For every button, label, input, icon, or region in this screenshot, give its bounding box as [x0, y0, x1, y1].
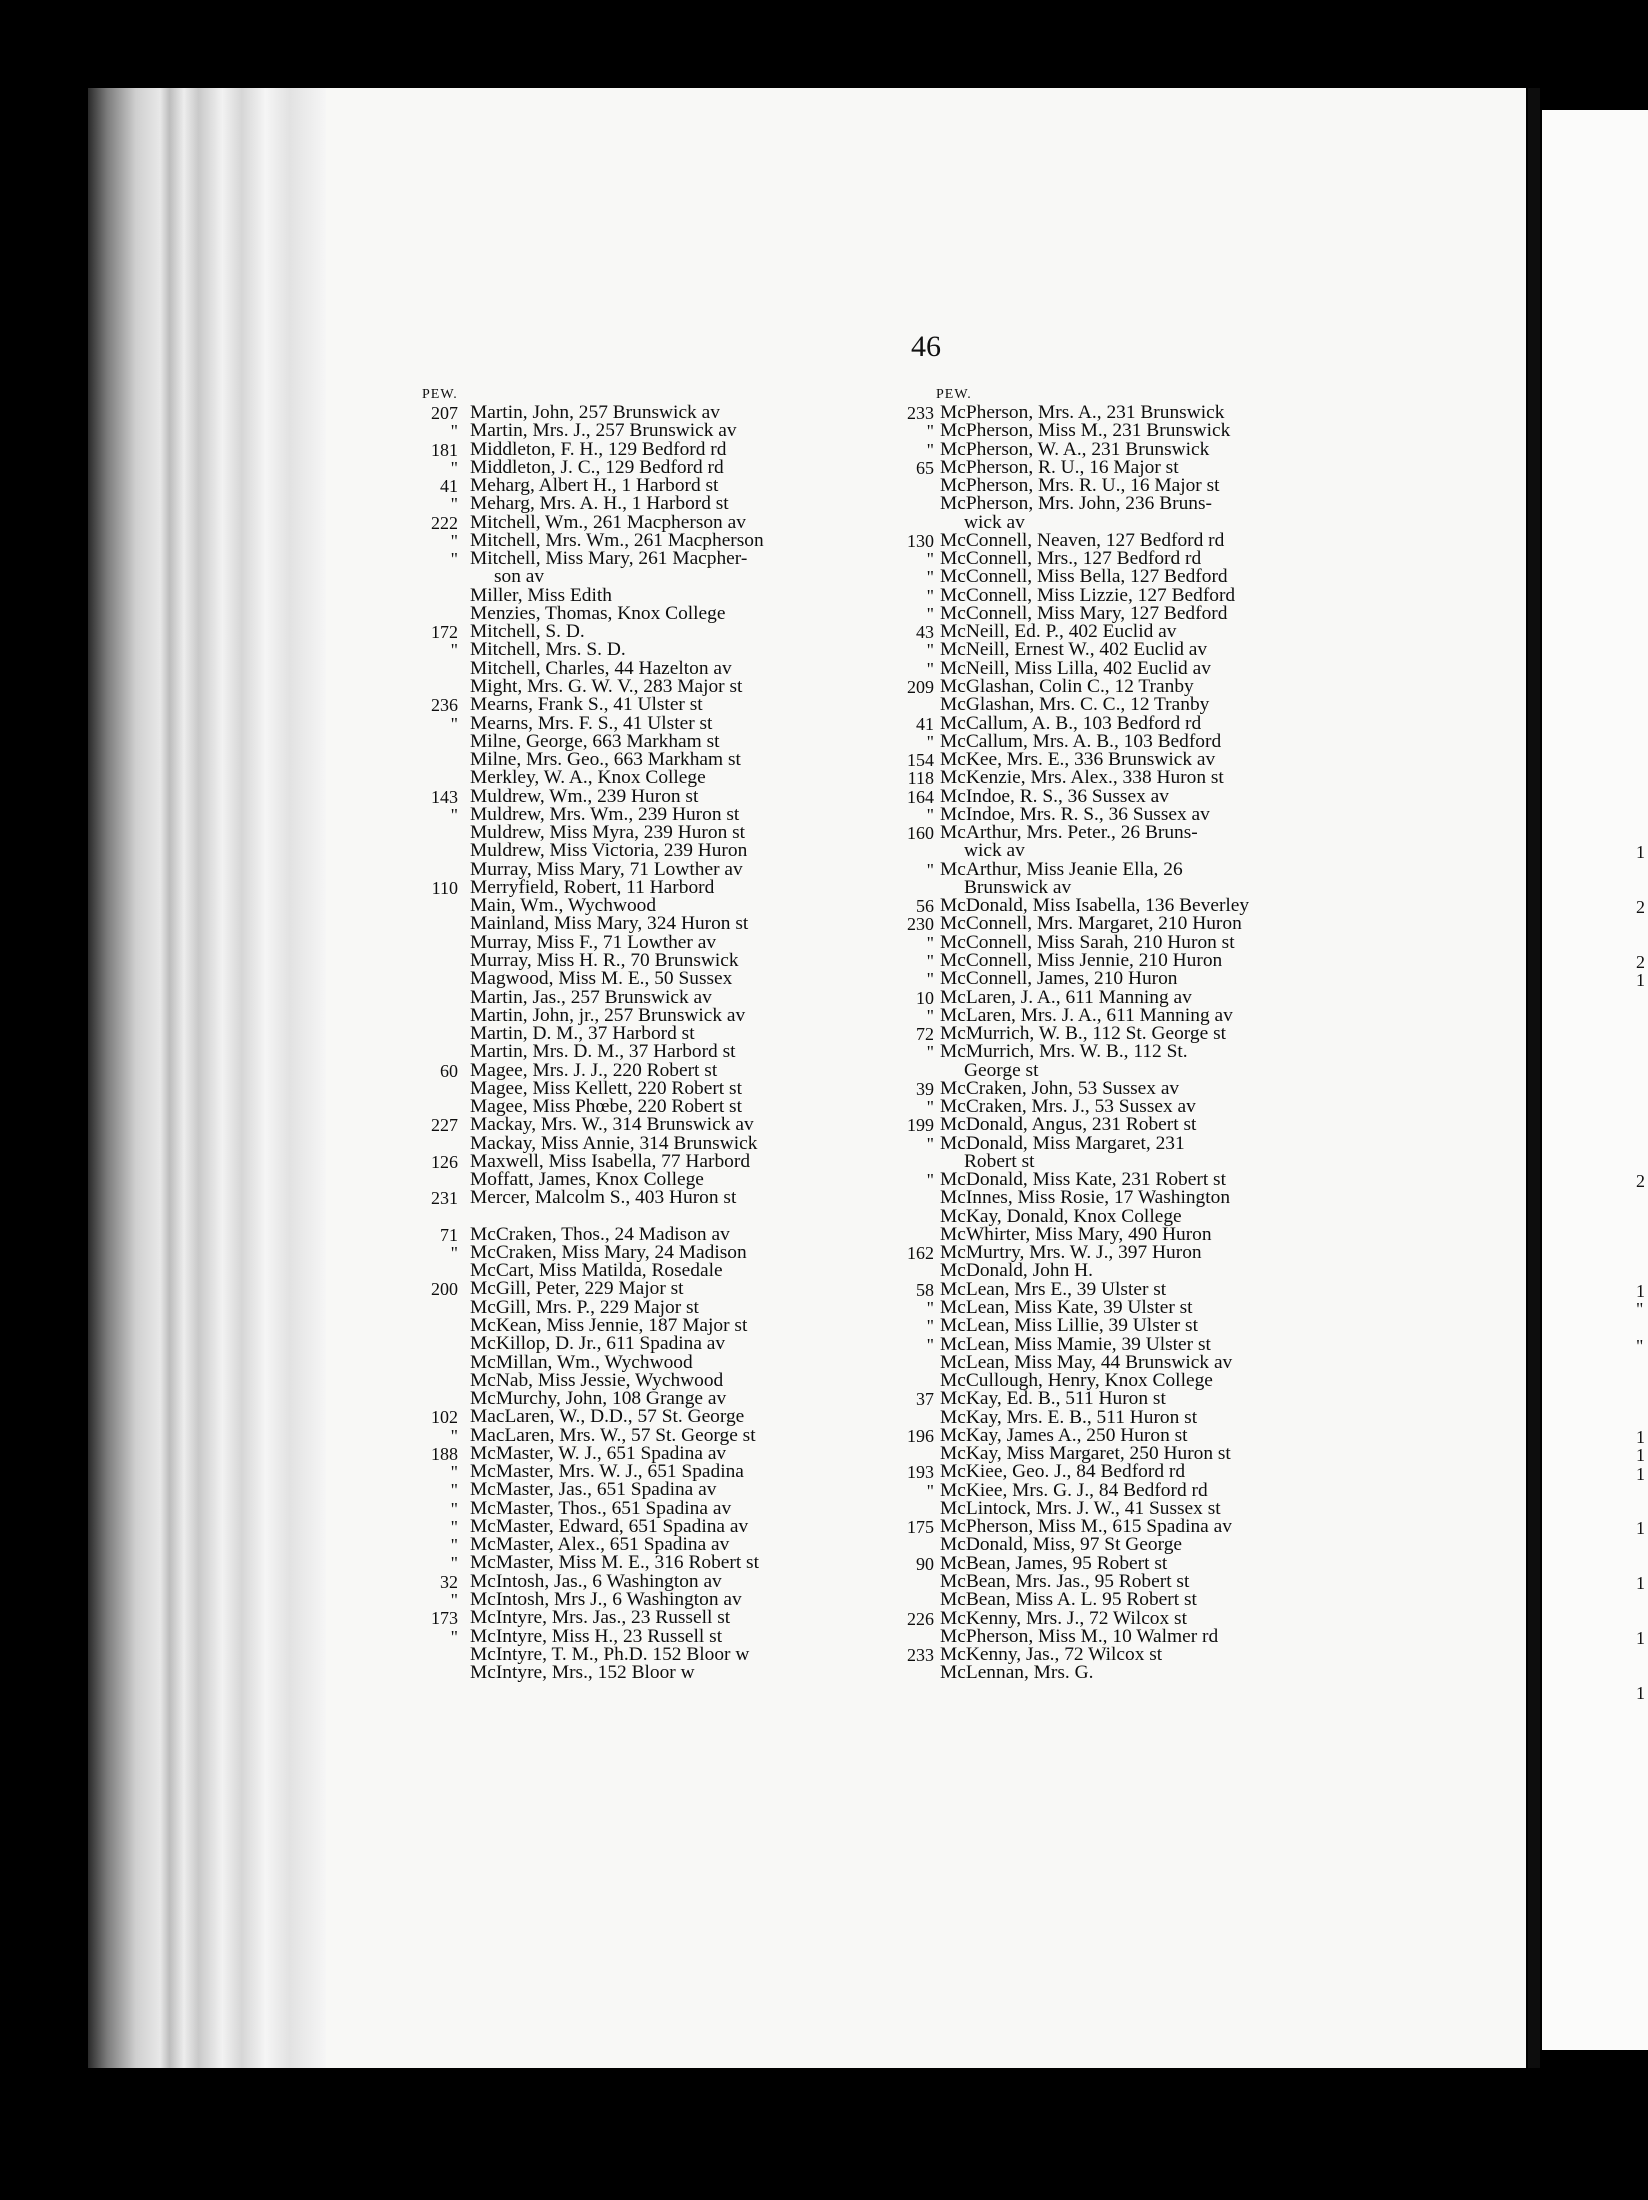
member-name-address: Murray, Miss H. R., 70 Brunswick — [470, 949, 739, 971]
pew-number: " — [450, 457, 458, 478]
page-number: 46 — [911, 330, 941, 363]
pew-number: 65 — [916, 457, 934, 478]
member-name-address: McPherson, Miss M., 10 Walmer rd — [940, 1625, 1219, 1647]
pew-number: " — [926, 658, 934, 679]
facing-page-fragment: 2 — [1636, 897, 1645, 918]
directory-entry — [470, 1664, 940, 1682]
pew-number: " — [926, 1316, 934, 1337]
member-name-address: Muldrew, Miss Myra, 239 Huron st — [470, 822, 746, 844]
member-name-address: McWhirter, Miss Mary, 490 Huron — [940, 1223, 1212, 1245]
member-name-address: McPherson, Mrs. John, 236 Bruns- — [940, 493, 1213, 515]
pew-number: 188 — [431, 1443, 458, 1464]
pew-number: 172 — [431, 622, 458, 643]
pew-number: 230 — [907, 914, 934, 935]
member-name-address: Muldrew, Mrs. Wm., 239 Huron st — [470, 803, 740, 825]
member-name-address: McDonald, Miss Margaret, 231 — [940, 1132, 1185, 1154]
pew-number: 222 — [431, 512, 458, 533]
member-name-address: McCraken, Thos., 24 Madison av — [470, 1223, 730, 1245]
member-name-address: McCart, Miss Matilda, Rosedale — [470, 1260, 723, 1282]
pew-number: 60 — [440, 1060, 458, 1081]
member-name-address: Martin, John, jr., 257 Brunswick av — [470, 1004, 746, 1026]
pew-column-header: PEW. — [936, 387, 972, 402]
member-name-address: McNeill, Miss Lilla, 402 Euclid av — [940, 657, 1211, 679]
member-name-address: MacLaren, Mrs. W., 57 St. George st — [470, 1424, 756, 1446]
member-name-address: McConnell, James, 210 Huron — [940, 968, 1178, 990]
member-name-address: Mitchell, S. D. — [470, 621, 585, 643]
pew-number: " — [926, 1005, 934, 1026]
member-name-address: McKenny, Mrs. J., 72 Wilcox st — [940, 1607, 1187, 1629]
pew-number: " — [926, 1097, 934, 1118]
member-name-address: McDonald, Miss Isabella, 136 Beverley — [940, 895, 1250, 917]
pew-number: 72 — [916, 1024, 934, 1045]
member-name-address: McConnell, Miss Jennie, 210 Huron — [940, 949, 1223, 971]
pew-number: 56 — [916, 896, 934, 917]
member-name-address: McKay, Ed. B., 511 Huron st — [940, 1388, 1166, 1410]
pew-number: " — [450, 530, 458, 551]
member-name-address: Martin, D. M., 37 Harbord st — [470, 1023, 695, 1045]
member-name-address: McConnell, Mrs., 127 Bedford rd — [940, 548, 1202, 570]
member-name-address: McDonald, John H. — [940, 1260, 1093, 1282]
member-name-address: McIndoe, R. S., 36 Sussex av — [940, 785, 1169, 807]
pew-number: " — [926, 859, 934, 880]
pew-number: " — [926, 549, 934, 570]
member-name-address: McPherson, Mrs. A., 231 Brunswick — [940, 402, 1225, 423]
member-name-address: George st — [964, 1059, 1039, 1081]
pew-number: 226 — [907, 1608, 934, 1629]
member-name-address: Mackay, Mrs. W., 314 Brunswick av — [470, 1114, 754, 1136]
member-name-address: McGill, Mrs. P., 229 Major st — [470, 1296, 699, 1318]
member-name-address: Martin, Jas., 257 Brunswick av — [470, 986, 712, 1008]
member-name-address: Murray, Miss Mary, 71 Lowther av — [470, 858, 743, 880]
pew-number: 207 — [431, 403, 458, 423]
pew-number: 196 — [907, 1425, 934, 1446]
member-name-address: Mitchell, Mrs. S. D. — [470, 639, 626, 661]
member-name-address: Meharg, Albert H., 1 Harbord st — [470, 475, 719, 497]
right-column — [907, 386, 1380, 1684]
member-name-address: Mitchell, Charles, 44 Hazelton av — [470, 657, 732, 679]
pew-number: " — [450, 1553, 458, 1574]
member-name-address: McPherson, Miss M., 615 Spadina av — [940, 1516, 1232, 1538]
member-name-address: Mainland, Miss Mary, 324 Huron st — [470, 913, 749, 935]
member-name-address: McKiee, Geo. J., 84 Bedford rd — [940, 1461, 1186, 1483]
pew-number: 102 — [431, 1407, 458, 1428]
member-name-address: Martin, John, 257 Brunswick av — [470, 402, 720, 423]
pew-number: 162 — [907, 1243, 934, 1264]
member-name-address: McMurrich, W. B., 112 St. George st — [940, 1023, 1227, 1045]
member-name-address: McCraken, John, 53 Sussex av — [940, 1077, 1180, 1099]
pew-number: " — [450, 1425, 458, 1446]
member-name-address: Milne, Mrs. Geo., 663 Markham st — [470, 749, 741, 771]
book-gutter — [1528, 88, 1540, 2068]
facing-page-fragment: 1 — [1636, 1628, 1645, 1649]
member-name-address: McKenny, Jas., 72 Wilcox st — [940, 1644, 1163, 1666]
member-name-address: McConnell, Miss Bella, 127 Bedford — [940, 566, 1228, 588]
pew-number: " — [926, 603, 934, 624]
member-name-address: McPherson, Miss M., 231 Brunswick — [940, 420, 1231, 442]
member-name-address: wick av — [964, 511, 1025, 533]
member-name-address: McLennan, Mrs. G. — [940, 1662, 1094, 1684]
member-name-address: McBean, James, 95 Robert st — [940, 1552, 1168, 1574]
pew-number: " — [450, 549, 458, 570]
member-name-address: McMurtry, Mrs. W. J., 397 Huron — [940, 1242, 1202, 1264]
member-name-address: McMurchy, John, 108 Grange av — [470, 1388, 727, 1410]
pew-number: 181 — [431, 439, 458, 460]
pew-number: 126 — [431, 1151, 458, 1172]
member-name-address: Brunswick av — [964, 876, 1072, 898]
member-name-address: McIndoe, Mrs. R. S., 36 Sussex av — [940, 803, 1210, 825]
facing-page-fragment: 1 — [1636, 1280, 1645, 1301]
member-name-address: McKee, Mrs. E., 336 Brunswick av — [940, 749, 1216, 771]
pew-number: " — [926, 731, 934, 752]
member-name-address: MacLaren, W., D.D., 57 St. George — [470, 1406, 745, 1428]
member-name-address: McCraken, Mrs. J., 53 Sussex av — [940, 1096, 1196, 1118]
member-name-address: McArthur, Miss Jeanie Ella, 26 — [940, 858, 1183, 880]
member-name-address: Meharg, Mrs. A. H., 1 Harbord st — [470, 493, 729, 515]
member-name-address: McMaster, Jas., 651 Spadina av — [470, 1479, 717, 1501]
member-name-address: McBean, Miss A. L. 95 Robert st — [940, 1589, 1197, 1611]
member-name-address: Muldrew, Miss Victoria, 239 Huron — [470, 840, 748, 862]
member-name-address: Milne, George, 663 Markham st — [470, 730, 720, 752]
member-name-address: Main, Wm., Wychwood — [470, 895, 657, 917]
member-name-address: McConnell, Miss Sarah, 210 Huron st — [940, 931, 1235, 953]
member-name-address: McPherson, W. A., 231 Brunswick — [940, 438, 1210, 460]
member-name-address: Mearns, Frank S., 41 Ulster st — [470, 694, 703, 716]
member-name-address: Magwood, Miss M. E., 50 Sussex — [470, 968, 733, 990]
member-name-address: McIntosh, Jas., 6 Washington av — [470, 1570, 722, 1592]
pew-number: 193 — [907, 1462, 934, 1483]
member-name-address: Moffatt, James, Knox College — [470, 1169, 704, 1191]
pew-number: 231 — [431, 1188, 458, 1209]
member-name-address: McPherson, Mrs. R. U., 16 Major st — [940, 475, 1220, 497]
member-name-address: McCallum, A. B., 103 Bedford rd — [940, 712, 1202, 734]
left-column — [422, 386, 940, 1684]
pew-number: " — [450, 804, 458, 825]
pew-number: " — [926, 1042, 934, 1063]
pew-number: 154 — [907, 750, 934, 771]
pew-number: 200 — [431, 1279, 458, 1300]
member-name-address: McLintock, Mrs. J. W., 41 Sussex st — [940, 1497, 1221, 1519]
member-name-address: McConnell, Neaven, 127 Bedford rd — [940, 529, 1225, 551]
member-name-address: Miller, Miss Edith — [470, 584, 612, 606]
facing-page-fragment: 1 — [1636, 1573, 1645, 1594]
member-name-address: McIntyre, T. M., Ph.D. 152 Bloor w — [470, 1643, 750, 1665]
pew-number: " — [450, 1242, 458, 1263]
directory-entry — [940, 1664, 1380, 1682]
pew-number: " — [926, 421, 934, 442]
member-name-address: McIntyre, Miss H., 23 Russell st — [470, 1625, 723, 1647]
next-page-edge — [1542, 110, 1648, 2050]
pew-number: 37 — [916, 1389, 934, 1410]
pew-number: " — [450, 1462, 458, 1483]
member-name-address: McGill, Peter, 229 Major st — [470, 1278, 684, 1300]
member-name-address: McLean, Miss May, 44 Brunswick av — [940, 1351, 1233, 1373]
pew-number: 110 — [431, 877, 458, 898]
pew-number: " — [926, 585, 934, 606]
pew-column-header: PEW. — [422, 387, 458, 402]
facing-page-fragment: 1 — [1636, 1682, 1645, 1703]
member-name-address: Might, Mrs. G. W. V., 283 Major st — [470, 675, 743, 697]
member-name-address: Mackay, Miss Annie, 314 Brunswick — [470, 1132, 758, 1154]
book-page-edges — [88, 88, 328, 2068]
member-name-address: Menzies, Thomas, Knox College — [470, 602, 726, 624]
member-name-address: McMaster, Alex., 651 Spadina av — [470, 1534, 730, 1556]
pew-number: " — [926, 1298, 934, 1319]
member-name-address: McNeill, Ed. P., 402 Euclid av — [940, 621, 1177, 643]
pew-number: " — [926, 1133, 934, 1154]
member-name-address: Middleton, F. H., 129 Bedford rd — [470, 438, 727, 460]
member-name-address: McNab, Miss Jessie, Wychwood — [470, 1369, 724, 1391]
pew-number: 233 — [907, 1645, 934, 1666]
member-name-address: Mearns, Mrs. F. S., 41 Ulster st — [470, 712, 713, 734]
facing-page-fragment: " — [1636, 1299, 1644, 1320]
pew-number: " — [450, 1626, 458, 1647]
facing-page-fragment: 1 — [1636, 1518, 1645, 1539]
pew-number: 175 — [907, 1517, 934, 1538]
pew-number: 41 — [440, 476, 458, 497]
member-name-address: McKay, Mrs. E. B., 511 Huron st — [940, 1406, 1198, 1428]
member-name-address: McLean, Miss Lillie, 39 Ulster st — [940, 1315, 1198, 1337]
member-name-address: McLean, Miss Mamie, 39 Ulster st — [940, 1333, 1211, 1355]
member-name-address: McNeill, Ernest W., 402 Euclid av — [940, 639, 1208, 661]
member-name-address: McKillop, D. Jr., 611 Spadina av — [470, 1333, 726, 1355]
member-name-address: McKay, Donald, Knox College — [940, 1205, 1182, 1227]
member-name-address: McConnell, Miss Mary, 127 Bedford — [940, 602, 1228, 624]
member-name-address: McMaster, W. J., 651 Spadina av — [470, 1442, 727, 1464]
pew-number: " — [926, 1480, 934, 1501]
member-name-address: McGlashan, Mrs. C. C., 12 Tranby — [940, 694, 1210, 716]
member-name-address: McKiee, Mrs. G. J., 84 Bedford rd — [940, 1479, 1208, 1501]
member-name-address: McLean, Miss Kate, 39 Ulster st — [940, 1297, 1193, 1319]
pew-number: " — [926, 969, 934, 990]
member-name-address: McKenzie, Mrs. Alex., 338 Huron st — [940, 767, 1224, 789]
pew-number: 164 — [907, 786, 934, 807]
facing-page-fragment: 1 — [1636, 970, 1645, 991]
member-name-address: Magee, Miss Phœbe, 220 Robert st — [470, 1096, 742, 1118]
member-name-address: McGlashan, Colin C., 12 Tranby — [940, 675, 1194, 697]
member-name-address: Robert st — [964, 1150, 1035, 1172]
member-name-address: McMaster, Mrs. W. J., 651 Spadina — [470, 1461, 744, 1483]
pew-number: 43 — [916, 622, 934, 643]
member-name-address: Merryfield, Robert, 11 Harbord — [470, 876, 715, 898]
member-name-address: Maxwell, Miss Isabella, 77 Harbord — [470, 1150, 751, 1172]
directory-entry — [431, 1187, 940, 1209]
pew-number: 173 — [431, 1608, 458, 1629]
pew-number: " — [926, 1334, 934, 1355]
pew-number: " — [450, 1590, 458, 1610]
member-name-address: McIntyre, Mrs., 152 Bloor w — [470, 1662, 695, 1684]
member-name-address: Mitchell, Mrs. Wm., 261 Macpherson — [470, 529, 764, 551]
member-name-address: Magee, Miss Kellett, 220 Robert st — [470, 1077, 742, 1099]
member-name-address: Martin, Mrs. J., 257 Brunswick av — [470, 420, 737, 442]
facing-page-fragment: 1 — [1636, 1463, 1645, 1484]
member-name-address: McKay, James A., 250 Huron st — [940, 1424, 1188, 1446]
member-name-address: McKay, Miss Margaret, 250 Huron st — [940, 1443, 1231, 1465]
member-name-address: Murray, Miss F., 71 Lowther av — [470, 931, 717, 953]
member-name-address: Merkley, W. A., Knox College — [470, 767, 706, 789]
pew-number: " — [450, 1480, 458, 1501]
pew-number: 71 — [440, 1224, 458, 1245]
member-name-address: McBean, Mrs. Jas., 95 Robert st — [940, 1571, 1190, 1592]
pew-number: 233 — [907, 403, 934, 423]
member-name-address: McMaster, Thos., 651 Spadina av — [470, 1497, 732, 1519]
member-name-address: McIntyre, Mrs. Jas., 23 Russell st — [470, 1607, 731, 1629]
facing-page-fragment: 2 — [1636, 952, 1645, 973]
pew-number: " — [926, 567, 934, 588]
member-name-address: McDonald, Angus, 231 Robert st — [940, 1114, 1197, 1136]
facing-page-fragment: " — [1636, 1335, 1644, 1356]
pew-number: 32 — [440, 1571, 458, 1592]
facing-page-fragment: 1 — [1636, 1427, 1645, 1448]
member-name-address: McCallum, Mrs. A. B., 103 Bedford — [940, 730, 1222, 752]
member-name-address: McCullough, Henry, Knox College — [940, 1370, 1213, 1392]
member-name-address: McMurrich, Mrs. W. B., 112 St. — [940, 1041, 1188, 1063]
pew-number: 236 — [431, 695, 458, 716]
facing-page-fragment: 1 — [1636, 1445, 1645, 1466]
member-name-address: McConnell, Miss Lizzie, 127 Bedford — [940, 584, 1236, 606]
member-name-address: McLean, Mrs E., 39 Ulster st — [940, 1278, 1167, 1300]
member-name-address: Mitchell, Miss Mary, 261 Macpher- — [470, 548, 748, 570]
member-name-address: McKean, Miss Jennie, 187 Major st — [470, 1315, 748, 1337]
pew-number: 209 — [907, 676, 934, 697]
member-name-address: McMillan, Wm., Wychwood — [470, 1351, 693, 1373]
member-name-address: Muldrew, Wm., 239 Huron st — [470, 785, 699, 807]
pew-number: 160 — [907, 823, 934, 844]
pew-number: " — [450, 713, 458, 734]
member-name-address: McMaster, Miss M. E., 316 Robert st — [470, 1552, 759, 1574]
pew-number: " — [450, 1498, 458, 1519]
pew-number: " — [926, 439, 934, 460]
member-name-address: Martin, Mrs. D. M., 37 Harbord st — [470, 1041, 736, 1063]
pew-number: " — [926, 1170, 934, 1191]
pew-number: " — [926, 640, 934, 661]
pew-number: 39 — [916, 1078, 934, 1099]
pew-number: " — [450, 1535, 458, 1556]
pew-number: 199 — [907, 1115, 934, 1136]
facing-page-fragment: 2 — [1636, 1171, 1645, 1192]
member-name-address: McLaren, J. A., 611 Manning av — [940, 986, 1192, 1008]
member-name-address: McDonald, Miss, 97 St George — [940, 1534, 1183, 1556]
pew-number: " — [926, 804, 934, 825]
pew-number: 118 — [907, 768, 934, 789]
member-name-address: McDonald, Miss Kate, 231 Robert st — [940, 1169, 1226, 1191]
pew-number: 90 — [916, 1553, 934, 1574]
member-name-address: son av — [494, 566, 545, 588]
pew-number: " — [926, 950, 934, 971]
member-name-address: Magee, Mrs. J. J., 220 Robert st — [470, 1059, 718, 1081]
pew-number: 143 — [431, 786, 458, 807]
pew-number: " — [450, 421, 458, 442]
pew-number: 227 — [431, 1115, 458, 1136]
pew-number: 41 — [916, 713, 934, 734]
pew-number: " — [450, 640, 458, 661]
member-name-address: wick av — [964, 840, 1025, 862]
member-name-address: McMaster, Edward, 651 Spadina av — [470, 1515, 749, 1537]
pew-number: 10 — [916, 987, 934, 1008]
pew-number: 130 — [907, 530, 934, 551]
member-name-address: Middleton, J. C., 129 Bedford rd — [470, 456, 724, 478]
pew-number: " — [926, 932, 934, 953]
pew-number: 58 — [916, 1279, 934, 1300]
member-name-address: McCraken, Miss Mary, 24 Madison — [470, 1241, 747, 1263]
member-name-address: McArthur, Mrs. Peter., 26 Bruns- — [940, 822, 1198, 844]
member-name-address: Mercer, Malcolm S., 403 Huron st — [470, 1187, 737, 1209]
pew-number: " — [450, 494, 458, 515]
member-name-address: McLaren, Mrs. J. A., 611 Manning av — [940, 1004, 1233, 1026]
facing-page-fragment: 1 — [1636, 842, 1645, 863]
member-name-address: Mitchell, Wm., 261 Macpherson av — [470, 511, 746, 533]
member-name-address: McInnes, Miss Rosie, 17 Washington — [940, 1187, 1231, 1209]
member-name-address: McPherson, R. U., 16 Major st — [940, 456, 1179, 478]
member-name-address: McConnell, Mrs. Margaret, 210 Huron — [940, 913, 1242, 935]
pew-number: " — [450, 1516, 458, 1537]
member-name-address: McIntosh, Mrs J., 6 Washington av — [470, 1589, 742, 1610]
